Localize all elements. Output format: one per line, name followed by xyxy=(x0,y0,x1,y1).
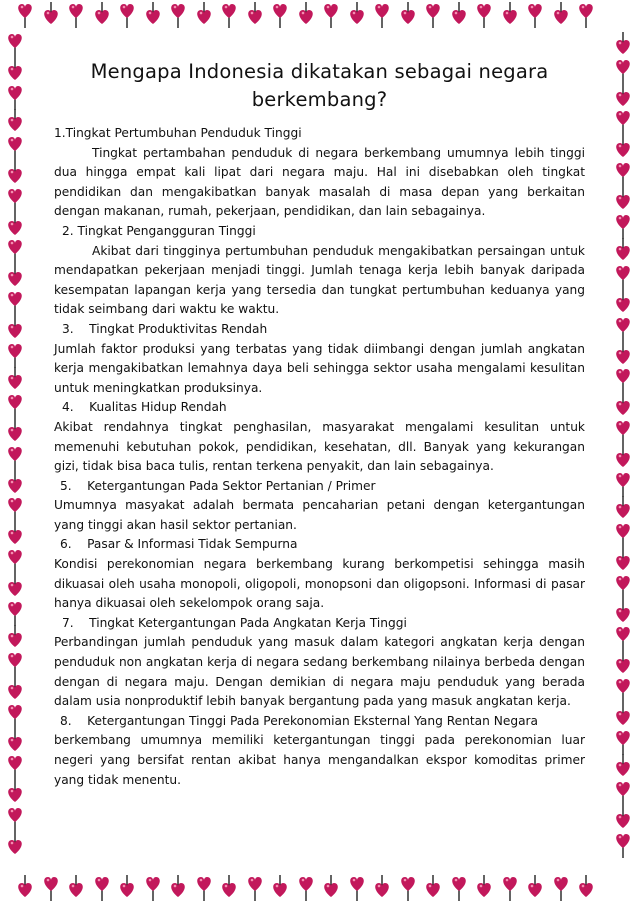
heart-icon xyxy=(4,109,26,135)
section-body-7: Perbandingan jumlah penduduk yang masuk dalam kategori angkatan kerja dengan penduduk non angkatan kerja di negara sedang berkembang nilainya berbeda dengan dengan di negara maju. Dengan demikian di negara maju penduduk yang berada dalam usia nonproduktif lebih banyak bergantung pada yang masuk angkatan kerja. xyxy=(54,635,585,709)
heart-icon xyxy=(524,2,546,28)
heart-icon xyxy=(473,2,495,28)
heart-icon xyxy=(4,393,26,419)
heart-icon xyxy=(91,2,113,28)
heart-icon xyxy=(4,548,26,574)
heart-icon xyxy=(612,342,634,368)
heart-icon xyxy=(612,84,634,110)
heart-icon xyxy=(295,875,317,901)
page-border-bottom xyxy=(0,875,638,903)
heart-icon xyxy=(4,316,26,342)
heart-icon xyxy=(612,264,634,290)
heart-icon xyxy=(193,875,215,901)
heart-icon xyxy=(397,2,419,28)
heart-icon xyxy=(4,754,26,780)
title-line-2: berkembang? xyxy=(251,88,388,111)
heart-icon xyxy=(612,32,634,58)
heart-icon xyxy=(193,2,215,28)
heart-icon xyxy=(612,574,634,600)
heart-icon xyxy=(4,342,26,368)
heart-icon xyxy=(550,2,572,28)
heart-icon xyxy=(612,419,634,445)
heart-icon xyxy=(612,135,634,161)
heart-icon xyxy=(4,238,26,264)
heart-icon xyxy=(422,875,444,901)
heart-icon xyxy=(612,238,634,264)
heart-icon xyxy=(4,264,26,290)
heart-icon xyxy=(4,367,26,393)
heart-icon xyxy=(448,2,470,28)
section-body-8: berkembang umumnya memiliki ketergantungan tinggi pada perekonomian luar negeri yang bersifat rentan akibat hanya mengandalkan ekspor komoditas primer yang tidak menentu. xyxy=(54,733,585,787)
section-heading-5: 5. Ketergantungan Pada Sektor Pertanian / Primer xyxy=(60,478,376,493)
heart-icon xyxy=(612,367,634,393)
heart-icon xyxy=(4,651,26,677)
heart-icon xyxy=(612,729,634,755)
heart-icon xyxy=(269,875,291,901)
heart-icon xyxy=(499,2,521,28)
heart-icon xyxy=(4,58,26,84)
heart-icon xyxy=(218,2,240,28)
heart-icon xyxy=(65,875,87,901)
heart-icon xyxy=(612,316,634,342)
heart-icon xyxy=(612,780,634,806)
heart-icon xyxy=(550,875,572,901)
heart-icon xyxy=(4,32,26,58)
heart-icon xyxy=(40,875,62,901)
heart-icon xyxy=(612,806,634,832)
document-page xyxy=(54,58,585,790)
heart-icon xyxy=(116,875,138,901)
heart-icon xyxy=(575,875,597,901)
heart-icon xyxy=(4,625,26,651)
section-heading-7: 7. Tingkat Ketergantungan Pada Angkatan Kerja Tinggi xyxy=(62,615,407,630)
heart-icon xyxy=(167,875,189,901)
heart-icon xyxy=(269,2,291,28)
heart-icon xyxy=(612,109,634,135)
heart-icon xyxy=(4,574,26,600)
heart-icon xyxy=(612,393,634,419)
section-body-2: Akibat dari tingginya pertumbuhan penduduk mengakibatkan persaingan untuk mendapatkan pekerjaan menjadi tinggi. Jumlah tenaga kerja lebih banyak daripada kesempatan lapangan kerja yang tersedia dan tungkat pertumbuhan keduanya yang tidak seimbang dari waktu ke waktu. xyxy=(54,243,585,317)
heart-icon xyxy=(499,875,521,901)
heart-icon xyxy=(4,832,26,858)
heart-icon xyxy=(612,625,634,651)
heart-icon xyxy=(4,780,26,806)
heart-icon xyxy=(320,2,342,28)
section-heading-4: 4. Kualitas Hidup Rendah xyxy=(62,400,227,415)
title-line-1: Mengapa Indonesia dikatakan sebagai negara xyxy=(90,60,549,83)
heart-icon xyxy=(4,445,26,471)
section-heading-3: 3. Tingkat Produktivitas Rendah xyxy=(62,321,268,336)
heart-icon xyxy=(612,600,634,626)
section-heading-2: 2. Tingkat Pengangguran Tinggi xyxy=(62,223,256,238)
heart-icon xyxy=(142,875,164,901)
heart-icon xyxy=(4,161,26,187)
heart-icon xyxy=(4,729,26,755)
heart-icon xyxy=(91,875,113,901)
heart-icon xyxy=(4,496,26,522)
heart-icon xyxy=(612,522,634,548)
heart-icon xyxy=(4,419,26,445)
heart-icon xyxy=(612,496,634,522)
heart-icon xyxy=(4,677,26,703)
heart-icon xyxy=(346,875,368,901)
heart-icon xyxy=(65,2,87,28)
heart-icon xyxy=(40,2,62,28)
heart-icon xyxy=(612,754,634,780)
heart-icon xyxy=(612,213,634,239)
section-body-4: Akibat rendahnya tingkat penghasilan, masyarakat mengalami kesulitan untuk memenuhi kebutuhan pokok, pendidikan, kesehatan, dll. Banyak yang kekurangan gizi, tidak bisa baca tulis, rentan terkena penyakit, dan lain sebagainya. xyxy=(54,419,585,474)
heart-icon xyxy=(4,187,26,213)
heart-icon xyxy=(320,875,342,901)
heart-icon xyxy=(612,703,634,729)
heart-icon xyxy=(142,2,164,28)
heart-icon xyxy=(612,677,634,703)
heart-icon xyxy=(244,2,266,28)
heart-icon xyxy=(346,2,368,28)
section-body-1: Tingkat pertambahan penduduk di negara berkembang umumnya lebih tinggi dua hingga empat kali lipat dari negara maju. Hal ini disebabkan oleh tingkat pendidikan dan mengakibatkan banyak masalah di masa depan yang berkaitan dengan makanan, rumah, pekerjaan, pendidikan, dan lain sebagainya. xyxy=(54,145,585,219)
heart-icon xyxy=(4,703,26,729)
heart-icon xyxy=(612,290,634,316)
heart-icon xyxy=(4,84,26,110)
section-heading-1: 1.Tingkat Pertumbuhan Penduduk Tinggi xyxy=(54,126,302,140)
heart-icon xyxy=(4,600,26,626)
section-heading-8: 8. Ketergantungan Tinggi Pada Perekonomian Eksternal Yang Rentan Negara xyxy=(60,713,539,728)
heart-icon xyxy=(612,187,634,213)
heart-icon xyxy=(612,471,634,497)
section-heading-6: 6. Pasar & Informasi Tidak Sempurna xyxy=(60,537,298,552)
heart-icon xyxy=(397,875,419,901)
heart-icon xyxy=(371,2,393,28)
heart-icon xyxy=(448,875,470,901)
document-title xyxy=(54,58,585,114)
heart-icon xyxy=(524,875,546,901)
heart-icon xyxy=(612,651,634,677)
heart-icon xyxy=(612,832,634,858)
heart-icon xyxy=(295,2,317,28)
heart-icon xyxy=(116,2,138,28)
heart-icon xyxy=(422,2,444,28)
page-border-top xyxy=(0,0,638,28)
section-body-3: Jumlah faktor produksi yang terbatas yang tidak diimbangi dengan jumlah angkatan kerja mengakibatkan lemahnya daya beli sehingga sektor usaha mengalami kesulitan untuk meningkatkan produksinya. xyxy=(54,341,585,395)
heart-icon xyxy=(4,135,26,161)
heart-icon xyxy=(612,161,634,187)
heart-icon xyxy=(4,290,26,316)
heart-icon xyxy=(371,875,393,901)
heart-icon xyxy=(612,58,634,84)
heart-icon xyxy=(167,2,189,28)
heart-icon xyxy=(244,875,266,901)
heart-icon xyxy=(4,213,26,239)
heart-icon xyxy=(612,445,634,471)
section-body-6: Kondisi perekonomian negara berkembang kurang berkompetisi sehingga masih dikuasai oleh usaha monopoli, oligopoli, monopsoni dan oligopsoni. Informasi di pasar hanya dikuasai oleh sekelompok orang saja. xyxy=(54,557,585,611)
heart-icon xyxy=(473,875,495,901)
page-border-right xyxy=(610,0,638,903)
heart-icon xyxy=(612,548,634,574)
section-body-5: Umumnya masyakat adalah bermata pencaharian petani dengan ketergantungan yang tinggi akan hasil sektor pertanian. xyxy=(54,498,585,532)
heart-icon xyxy=(4,471,26,497)
heart-icon xyxy=(4,522,26,548)
page-border-left xyxy=(0,0,28,903)
heart-icon xyxy=(218,875,240,901)
heart-icon xyxy=(575,2,597,28)
heart-icon xyxy=(4,806,26,832)
